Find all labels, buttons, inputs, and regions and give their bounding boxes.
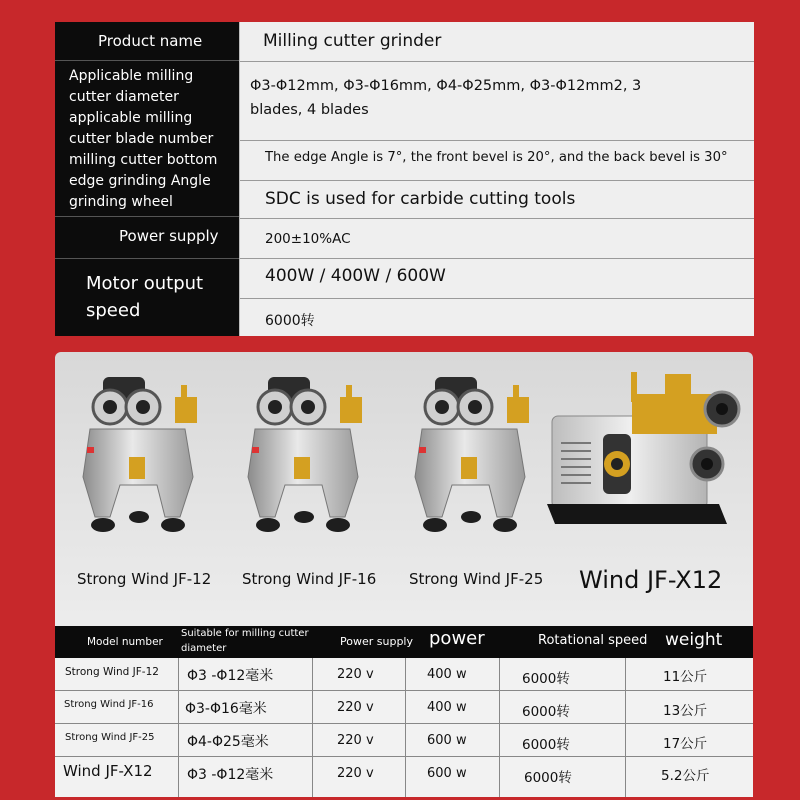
cell-weight: 11公斤 bbox=[663, 669, 708, 685]
cell-supply: 220 v bbox=[337, 766, 374, 781]
row-divider bbox=[240, 180, 754, 181]
label-angle-line2: edge grinding Angle bbox=[69, 173, 211, 189]
row-divider bbox=[240, 61, 754, 62]
column-divider bbox=[405, 658, 406, 797]
model-table bbox=[55, 626, 753, 797]
cell-model: Strong Wind JF-16 bbox=[64, 699, 154, 710]
header-suitable-line2: diameter bbox=[181, 643, 227, 654]
value-wheel: SDC is used for carbide cutting tools bbox=[265, 189, 576, 209]
label-diameter-line2: cutter diameter bbox=[69, 89, 179, 105]
cell-diameter: Φ4-Φ25毫米 bbox=[187, 734, 269, 750]
cell-power: 400 w bbox=[427, 667, 467, 682]
value-product-name: Milling cutter grinder bbox=[263, 31, 442, 51]
value-speed: 6000转 bbox=[265, 313, 315, 329]
row-divider bbox=[55, 756, 753, 757]
label-divider bbox=[55, 216, 239, 217]
cell-weight: 5.2公斤 bbox=[661, 768, 710, 784]
cell-diameter: Φ3 -Φ12毫米 bbox=[187, 767, 274, 783]
row-divider bbox=[240, 218, 754, 219]
label-motor-line1: Motor output bbox=[86, 273, 204, 294]
header-weight: weight bbox=[665, 630, 723, 650]
spec-label-column bbox=[55, 22, 239, 336]
value-angle: The edge Angle is 7°, the front bevel is 20°, and the back bevel is 30° bbox=[265, 150, 728, 165]
cell-power: 600 w bbox=[427, 733, 467, 748]
model-table-header bbox=[55, 626, 753, 658]
cell-model: Strong Wind JF-12 bbox=[65, 666, 159, 678]
column-divider bbox=[499, 658, 500, 797]
spec-table bbox=[55, 22, 753, 336]
header-power-supply: Power supply bbox=[340, 635, 413, 648]
label-angle-line1: milling cutter bottom bbox=[69, 152, 218, 168]
cell-weight: 13公斤 bbox=[663, 703, 708, 719]
row-divider bbox=[55, 723, 753, 724]
header-suitable-line1: Suitable for milling cutter bbox=[181, 628, 309, 639]
model-table-body bbox=[55, 658, 753, 797]
label-blades-line2: cutter blade number bbox=[69, 131, 214, 147]
label-diameter-line1: Applicable milling bbox=[69, 68, 194, 84]
label-divider bbox=[55, 60, 239, 61]
cell-weight: 17公斤 bbox=[663, 736, 708, 752]
value-motor-output: 400W / 400W / 600W bbox=[265, 266, 446, 286]
spec-value-column bbox=[239, 22, 754, 336]
label-motor-line2: speed bbox=[86, 300, 141, 321]
label-power-supply: Power supply bbox=[119, 227, 219, 245]
cell-model: Strong Wind JF-25 bbox=[65, 732, 155, 743]
row-divider bbox=[55, 690, 753, 691]
cell-diameter: Φ3 -Φ12毫米 bbox=[187, 668, 274, 684]
product-label-jf-25: Strong Wind JF-25 bbox=[409, 570, 544, 588]
header-speed: Rotational speed bbox=[538, 633, 648, 648]
product-label-jf-12: Strong Wind JF-12 bbox=[77, 570, 212, 588]
header-model: Model number bbox=[87, 636, 163, 648]
cell-supply: 220 v bbox=[337, 667, 374, 682]
column-divider bbox=[625, 658, 626, 797]
cell-speed: 6000转 bbox=[524, 770, 572, 786]
column-divider bbox=[312, 658, 313, 797]
cell-supply: 220 v bbox=[337, 700, 374, 715]
row-divider bbox=[240, 298, 754, 299]
value-diameter-line2: blades, 4 blades bbox=[250, 102, 369, 118]
label-wheel: grinding wheel bbox=[69, 194, 173, 210]
product-label-jf-16: Strong Wind JF-16 bbox=[242, 570, 377, 588]
row-divider bbox=[240, 140, 754, 141]
cell-speed: 6000转 bbox=[522, 737, 570, 753]
cell-power: 400 w bbox=[427, 700, 467, 715]
machine-image-jf-16 bbox=[230, 367, 380, 542]
column-divider bbox=[178, 658, 179, 797]
label-product-name: Product name bbox=[98, 32, 203, 50]
label-blades-line1: applicable milling bbox=[69, 110, 193, 126]
header-power: power bbox=[429, 628, 485, 649]
cell-supply: 220 v bbox=[337, 733, 374, 748]
cell-speed: 6000转 bbox=[522, 704, 570, 720]
row-divider bbox=[240, 258, 754, 259]
cell-speed: 6000转 bbox=[522, 671, 570, 687]
value-power-supply: 200±10%AC bbox=[265, 231, 351, 247]
machine-image-jf-12 bbox=[65, 367, 215, 542]
machine-image-jf-x12 bbox=[547, 364, 747, 544]
cell-diameter: Φ3-Φ16毫米 bbox=[185, 701, 267, 717]
cell-model: Wind JF-X12 bbox=[63, 762, 153, 780]
value-diameter-line1: Φ3-Φ12mm, Φ3-Φ16mm, Φ4-Φ25mm, Φ3-Φ12mm2, 3 bbox=[250, 78, 642, 94]
machine-image-jf-25 bbox=[397, 367, 547, 542]
cell-power: 600 w bbox=[427, 766, 467, 781]
label-divider bbox=[55, 258, 239, 259]
product-label-jf-x12: Wind JF-X12 bbox=[579, 566, 723, 594]
